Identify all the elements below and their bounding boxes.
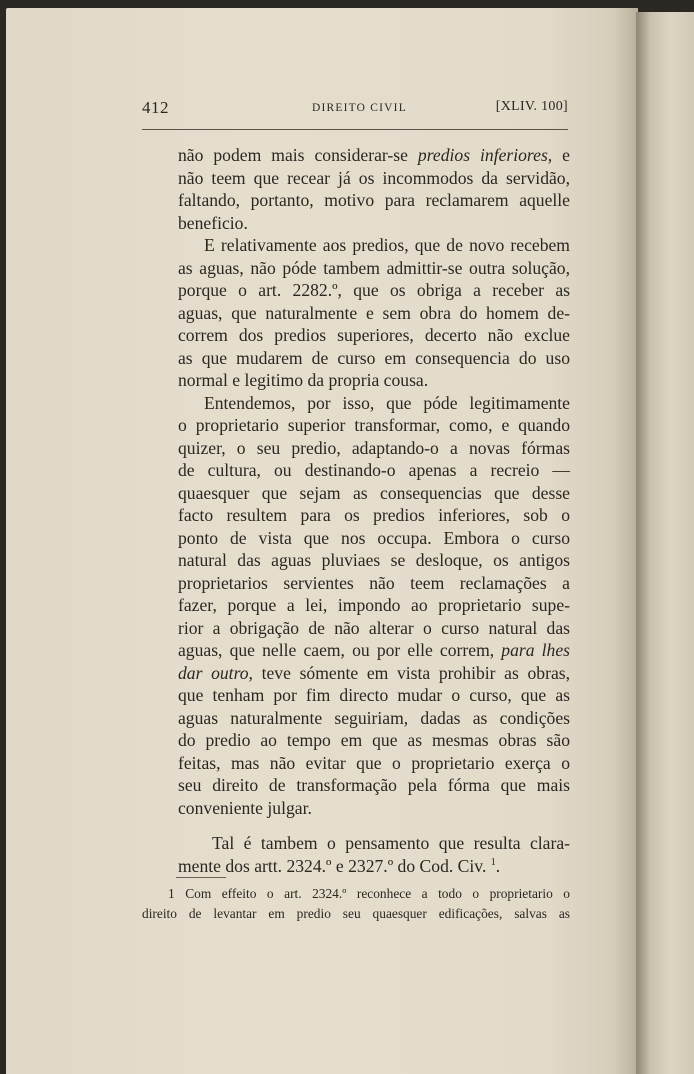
text-line: que tenham por fim directo mudar o curso, que as <box>178 685 570 705</box>
text-line: feitas, mas não evitar que o proprietario exerça o <box>178 752 570 773</box>
text-line: beneficio. <box>178 212 248 233</box>
footnote-rule <box>176 877 226 878</box>
text-line: rior a obrigação de não alterar o curso natural das <box>178 617 570 638</box>
running-title: DIREITO CIVIL <box>312 102 407 114</box>
text-line: de cultura, ou destinando-o apenas a recreio — <box>178 460 570 480</box>
footnote-line: direito de levantar em predio seu quaesquer edificações, salvas as <box>142 906 570 921</box>
footnote-line: 1 Com effeito o art. 2324.º reconhece a todo o proprietario o <box>168 886 570 901</box>
text-line: não teem que recear já os incommodos da servidão, <box>178 167 570 188</box>
text-line: porque o art. 2282.º, que os obriga a receber as <box>178 280 570 300</box>
text-line: mente dos artt. 2324.º e 2327.º do Cod. Civ. $^1$. <box>178 855 501 876</box>
page-header <box>142 98 568 122</box>
text-line: fazer, porque a lei, impondo ao proprietario supe- <box>178 595 570 615</box>
text-line: ponto de vista que nos occupa. Embora o curso <box>178 527 570 548</box>
text-line: dar outro, teve sómente em vista prohibir as obras, <box>178 662 570 683</box>
text-line: correm dos predios superiores, decerto não exclue <box>178 325 570 345</box>
text-line: proprietarios servientes não teem reclamações a <box>178 572 570 593</box>
text-line: Entendemos, por isso, que póde legitimamente <box>204 392 570 413</box>
section-reference: [XLIV. 100] <box>495 99 568 114</box>
text-line: do predio ao tempo em que as mesmas obras são <box>178 730 570 750</box>
text-line: as aguas, não póde tambem admittir-se outra solução, <box>178 257 570 278</box>
text-line: as que mudarem de curso em consequencia do uso <box>178 347 570 368</box>
text-line: natural das aguas pluviaes se desloque, os antigos <box>178 550 570 570</box>
text-line: facto resultem para os predios inferiores, sob o <box>178 505 570 525</box>
text-line: E relativamente aos predios, que de novo recebem <box>204 235 570 255</box>
text-line: Tal é tambem o pensamento que resulta clara- <box>212 833 570 853</box>
next-page-edge <box>636 12 694 1074</box>
text-line: faltando, portanto, motivo para reclamarem aquelle <box>178 190 570 210</box>
footnote-marker: 1 <box>490 856 496 868</box>
page-number: 412 <box>142 98 169 117</box>
text-line: seu direito de transformação pela fórma que mais <box>178 775 570 795</box>
text-line: não podem mais considerar-se predios inferiores, e <box>178 145 570 165</box>
text-line: aguas, que nelle caem, ou por elle correm, para lhes <box>178 640 570 660</box>
text-line: o proprietario superior transformar, como, e quando <box>178 415 570 435</box>
text-line: aguas naturalmente seguiriam, dadas as condições <box>178 707 570 728</box>
text-line: aguas, que naturalmente e sem obra do homem de- <box>178 302 570 323</box>
header-rule <box>142 129 568 130</box>
text-line: normal e legitimo da propria cousa. <box>178 370 429 390</box>
body-text <box>142 144 570 877</box>
footnotes <box>142 884 570 924</box>
text-line: quaesquer que sejam as consequencias que desse <box>178 482 570 503</box>
text-line: conveniente julgar. <box>178 797 312 818</box>
text-line: quizer, o seu predio, adaptando-o a novas fórmas <box>178 437 570 458</box>
